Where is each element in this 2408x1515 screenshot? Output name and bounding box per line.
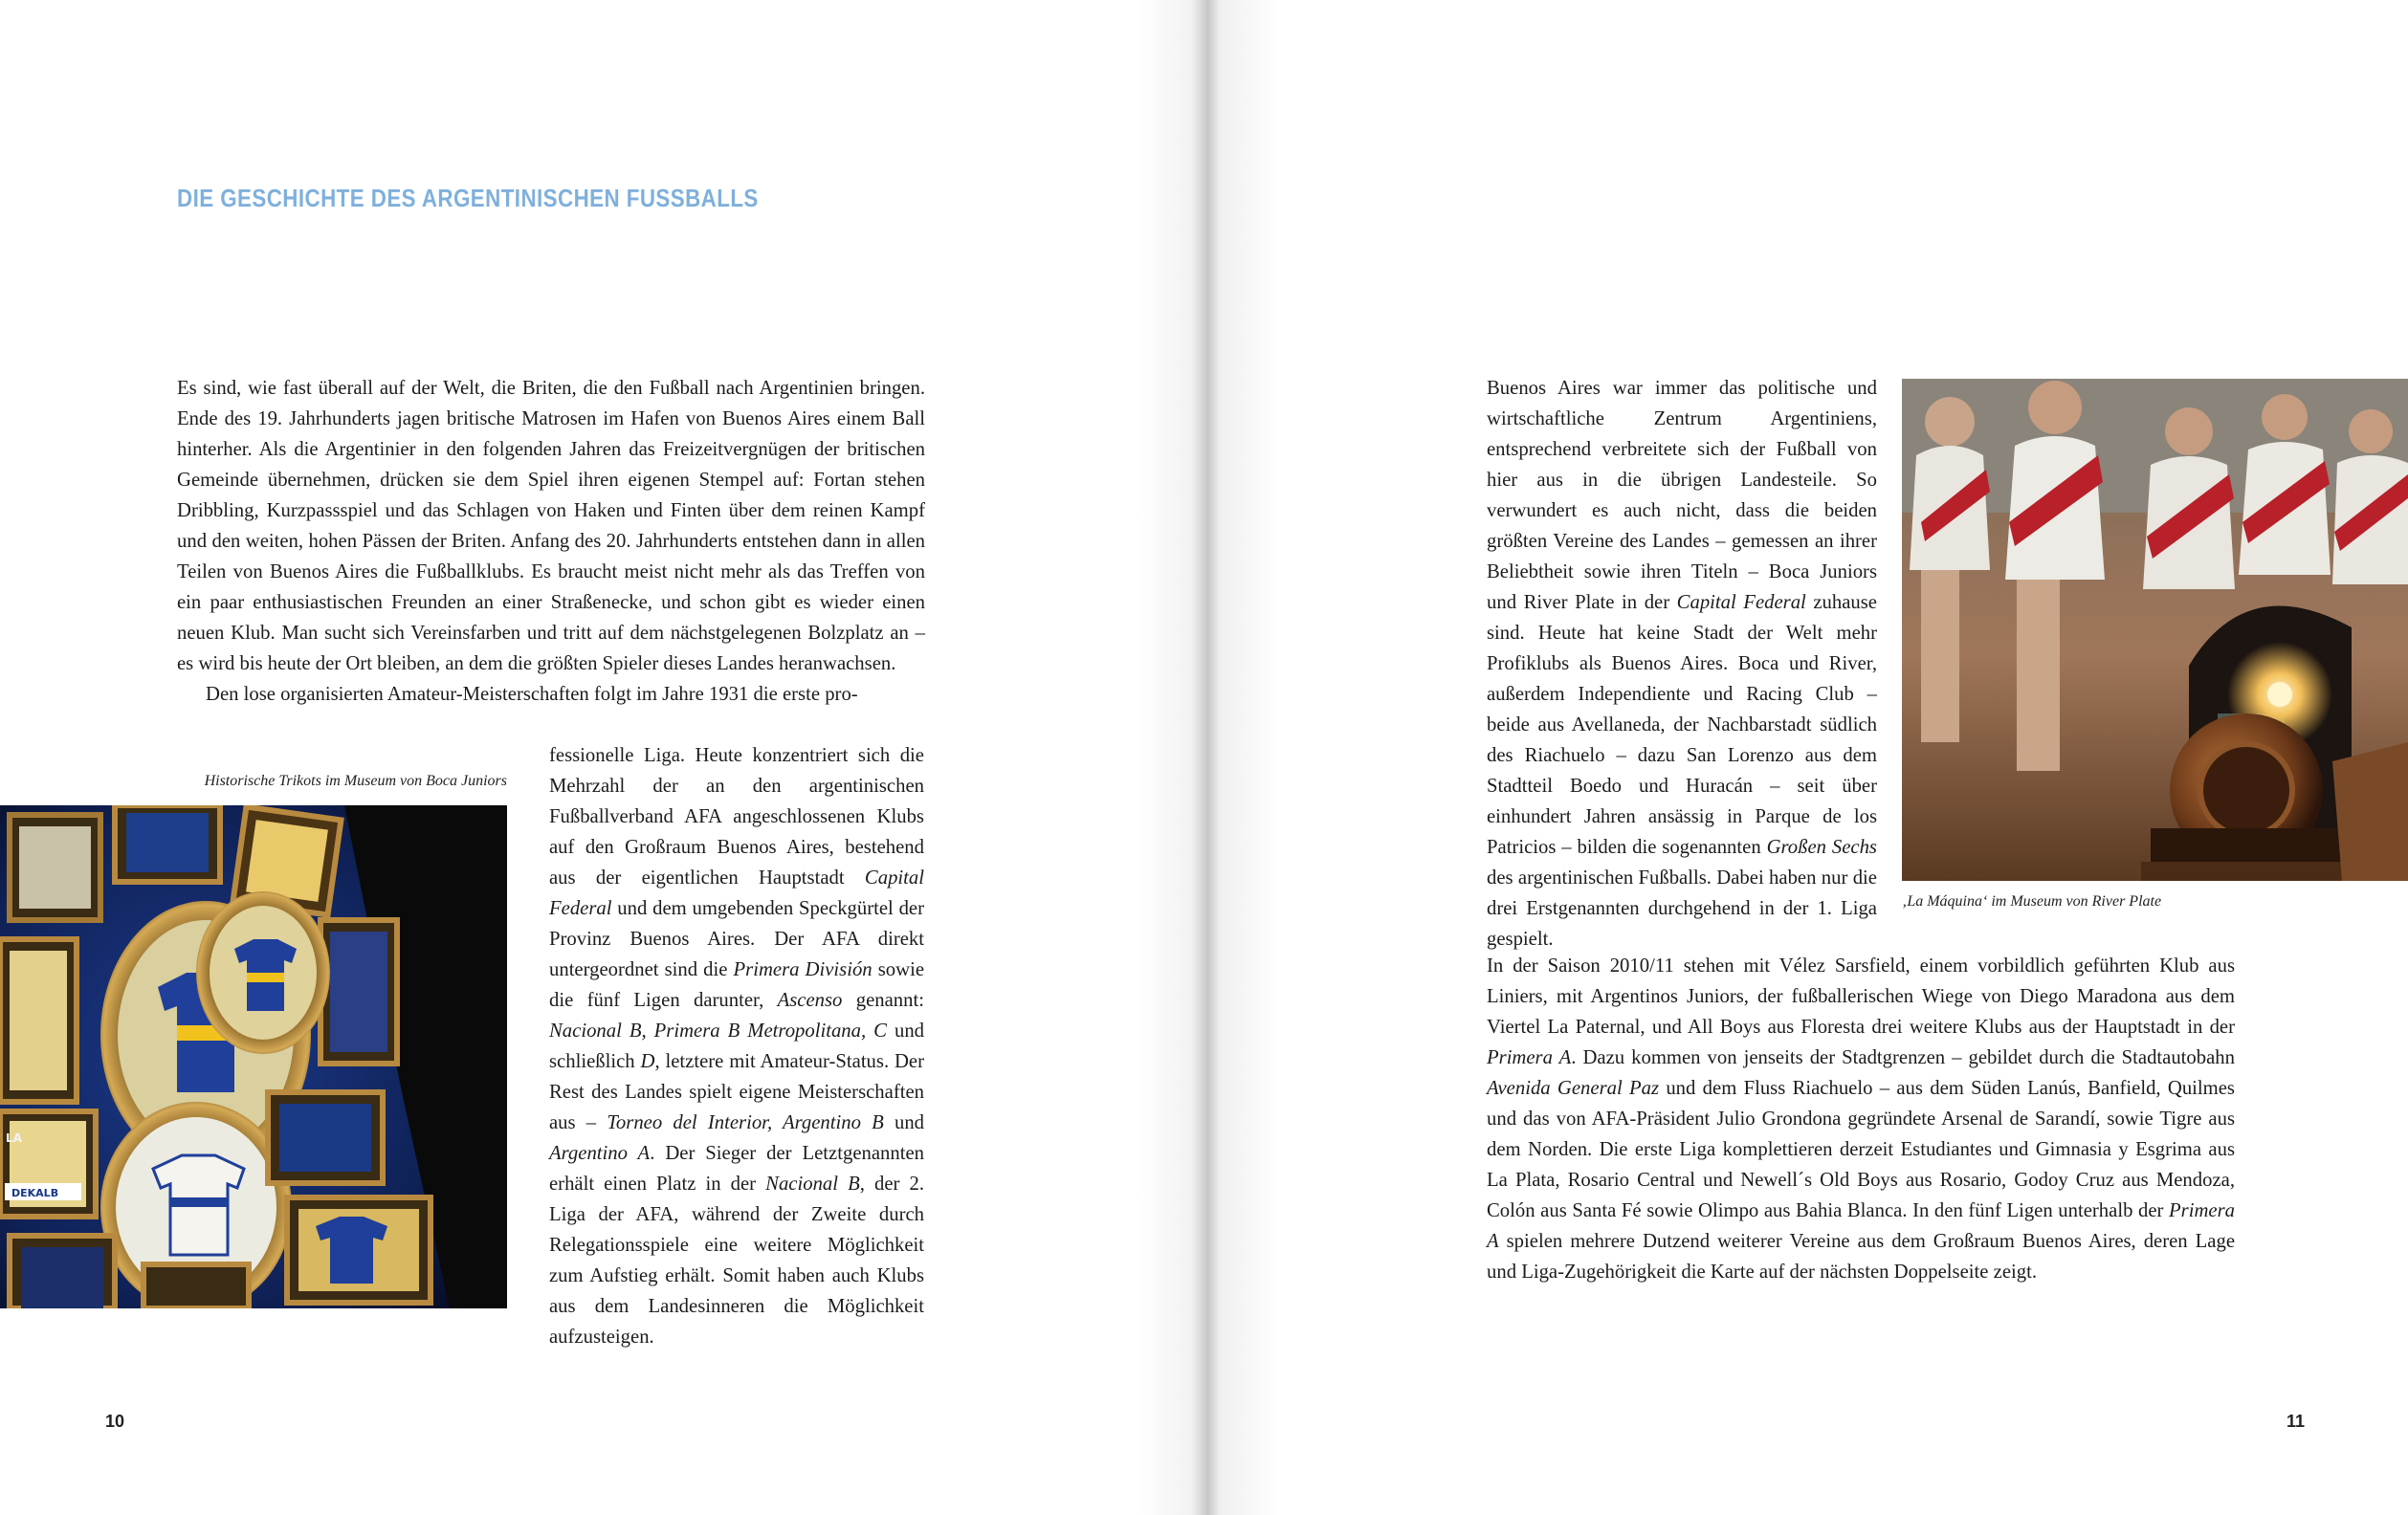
primera-a-text-block bbox=[1487, 951, 2235, 1287]
photo-sign-dekalb: DEKALB bbox=[11, 1187, 59, 1199]
photo-boca-jerseys bbox=[0, 805, 507, 1308]
photo-sign-la: LA bbox=[6, 1131, 22, 1145]
photo-la-maquina bbox=[1902, 379, 2408, 881]
chapter-title: DIE GESCHICHTE DES ARGENTINISCHEN FUSSBALLS bbox=[177, 184, 759, 212]
paragraph-primera-a: In der Saison 2010/11 stehen mit Vélez Sarsfield, einem vorbildlich geführten Klub aus Liniers, mit Argentinos Juniors, der fußballerischen Wiege von Diego Maradona aus dem Viertel La Paternal, und All Boys aus Floresta drei weitere Klubs aus der Hauptstadt in der Primera A. Dazu kommen von jenseits der Stadtgrenzen – gebildet durch die Stadtautobahn Avenida General Paz und dem Fluss Riachuelo – aus dem Süden Lanús, Banfield, Quilmes und das von AFA-Präsident Julio Grondona gegründete Arsenal de Sarandí, sowie Tigre aus dem Norden. Die erste Liga komplettieren derzeit Estudiantes und Gimnasia y Esgrima aus La Plata, Rosario Central und Newell´s Old Boys aus Rosario, Godoy Cruz aus Mendoza, Colón aus Santa Fé sowie Olimpo aus Bahia Blanca. In den fünf Ligen unterhalb der Primera A spielen mehrere Dutzend weiterer Vereine aus dem Großraum Buenos Aires, deren Lage und Liga-Zugehörigkeit die Karte auf der nächsten Doppelseite zeigt. bbox=[1487, 955, 2235, 1283]
page-number-left: 10 bbox=[105, 1412, 125, 1431]
paragraph-amateur-leagues: Den lose organisierten Amateur-Meisterschaften folgt im Jahre 1931 die erste pro- bbox=[206, 684, 858, 705]
photo-caption-boca: Historische Trikots im Museum von Boca Juniors bbox=[204, 773, 507, 789]
paragraph-league-structure: fessionelle Liga. Heute konzentriert sich die Mehrzahl der an den argentinischen Fußballverband AFA angeschlossenen Klubs auf den Großraum Buenos Aires, bestehend aus der eigentlichen Hauptstadt Capital Federal und dem umgebenden Speckgürtel der Provinz Buenos Aires. Der AFA direkt untergeordnet sind die Primera División sowie die fünf Ligen darunter, Ascenso genannt: Nacional B, Primera B Metropolitana, C und schließlich D, letztere mit Amateur-Status. Der Rest des Landes spielt eigene Meisterschaften aus – Torneo del Interior, Argentino B und Argentino A. Der Sieger der Letztgenannten erhält einen Platz in der Nacional B, der 2. Liga der AFA, während der Zweite durch Relegationsspiele eine weitere Möglichkeit zum Aufstieg erhält. Somit haben auch Klubs aus dem Landesinneren die Möglichkeit aufzusteigen. bbox=[549, 745, 925, 1348]
big-six-text-column bbox=[1487, 373, 1877, 955]
right-page bbox=[1204, 0, 2408, 1515]
page-number-right: 11 bbox=[2286, 1412, 2306, 1431]
photo-caption-river: ‚La Máquina‘ im Museum von River Plate bbox=[1902, 893, 2162, 910]
paragraph-big-six: Buenos Aires war immer das politische und wirtschaftliche Zentrum Argentiniens, entsprechend verbreitete sich der Fußball von hier aus in die übrigen Landesteile. So verwundert es auch nicht, dass die beiden größten Vereine des Landes – gemessen an ihrer Beliebtheit sowie ihren Titeln – Boca Juniors und River Plate in der Capital Federal zuhause sind. Heute hat keine Stadt der Welt mehr Profiklubs als Buenos Aires. Boca und River, außerdem Independiente und Racing Club – beide aus Avellaneda, der Nachbarstadt südlich des Riachuelo – dazu San Lorenzo aus dem Stadtteil Boedo und Huracán – seit über einhundert Jahren ansässig in Parque de los Patricios – bilden die sogenannten Großen Sechs des argentinischen Fußballs. Dabei haben nur die drei Erstgenannten durchgehend in der 1. Liga gespielt. bbox=[1487, 378, 1877, 950]
paragraph-intro: Es sind, wie fast überall auf der Welt, die Briten, die den Fußball nach Argentinien bringen. Ende des 19. Jahrhunderts jagen britische Matrosen im Hafen von Buenos Aires einem Ball hinterher. Als die Argentinier in den folgenden Jahren das Freizeitvergnügen der britischen Gemeinde übernehmen, drücken sie dem Spiel ihren eigenen Stempel auf: Fortan stehen Dribbling, Kurzpassspiel und das Schlagen von Haken und Finten über dem reinen Kampf und den weiten, hohen Pässen der Briten. Anfang des 20. Jahrhunderts entstehen dann in allen Teilen von Buenos Aires die Fußballklubs. Es braucht meist nicht mehr als das Treffen von ein paar enthusiastischen Freunden an einer Straßenecke, und schon gibt es wieder einen neuen Klub. Man sucht sich Vereinsfarben und tritt auf dem nächstgelegenen Bolzplatz an – es wird bis heute der Ort bleiben, an dem die größten Spieler dieses Landes heranwachsen. bbox=[177, 378, 925, 674]
league-text-column bbox=[549, 740, 924, 1352]
intro-text-block bbox=[177, 373, 925, 710]
